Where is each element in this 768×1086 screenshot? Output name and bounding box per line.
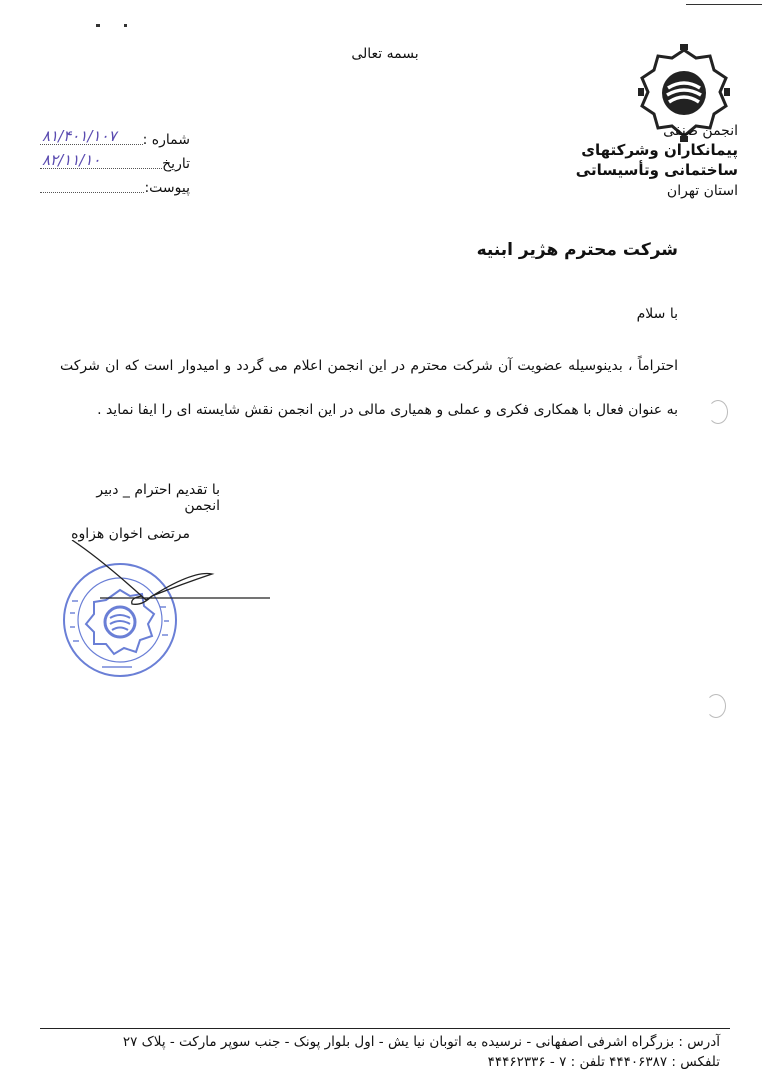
association-type: انجمن صنفی	[663, 123, 738, 139]
recipient: شرکت محترم هژیر ابنیه	[476, 240, 678, 260]
letter-body: احتراماً ، بدینوسیله عضویت آن شرکت محترم در این انجمن اعلام می گردد و امیدوار است که ان شرکت به عنوان فعال با همکاری فکری و عملی و همیاری مالی در این انجمن نقش شایسته ای را ایفا نماید .	[60, 358, 678, 418]
footer	[40, 1032, 720, 1072]
meta-attachment-row	[40, 176, 190, 200]
scan-speck	[96, 24, 100, 27]
punch-hole-mark	[706, 694, 726, 718]
footer-address: آدرس : بزرگراه اشرفی اصفهانی - نرسیده به اتوبان نیا یش - اول بلوار پونک - جنب سوپر مارکت - پلاک ۲۷	[122, 1034, 720, 1050]
greeting: با سلام	[636, 306, 678, 322]
association-name-block	[518, 122, 738, 202]
date-field	[40, 152, 162, 169]
association-province: استان تهران	[666, 183, 738, 199]
number-value: ۸۱/۴۰۱/۱۰۷	[42, 127, 117, 145]
scan-edge-mark	[686, 4, 762, 5]
attachment-field	[40, 176, 144, 193]
number-label: شماره :	[142, 132, 190, 148]
signer-name: مرتضی اخوان هزاوه	[71, 526, 190, 542]
punch-hole-mark	[708, 400, 728, 424]
official-stamp-icon	[42, 540, 272, 680]
association-name-line1: پیمانکاران وشرکتهای	[581, 141, 738, 159]
meta-date-row	[40, 152, 190, 176]
attachment-label: پیوست:	[144, 180, 190, 196]
closing: با تقدیم احترام _ دبیر انجمن	[96, 482, 220, 514]
date-value: ۸۲/۱۱/۱۰	[42, 151, 101, 169]
scan-speck	[124, 24, 127, 27]
footer-divider	[40, 1028, 730, 1029]
letter-meta	[40, 128, 190, 200]
association-name-line2: ساختمانی وتأسیساتی	[575, 161, 738, 179]
footer-contacts: تلفکس : ۴۴۴۰۶۳۸۷ تلفن : ۷ - ۴۴۴۶۲۳۳۶	[487, 1054, 720, 1070]
number-field	[40, 128, 143, 145]
date-label: تاریخ	[162, 156, 190, 172]
bismillah-heading: بسمه تعالی	[351, 46, 419, 62]
